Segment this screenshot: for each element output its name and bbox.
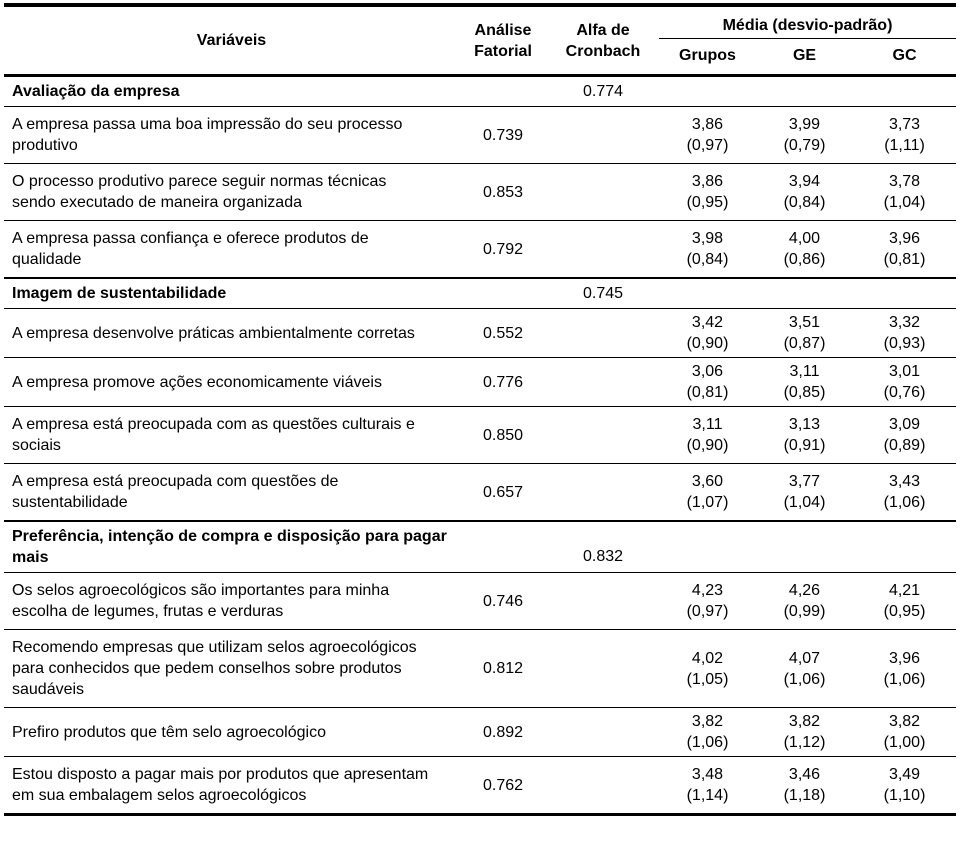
variable-cell: A empresa desenvolve práticas ambientalmente corretas — [4, 309, 459, 358]
sd-value: (1,04) — [783, 494, 826, 511]
mean-value: 4,07 — [788, 649, 821, 667]
table-row — [4, 630, 956, 708]
alpha-cell-empty — [547, 708, 659, 757]
sd-value: (0,84) — [783, 194, 826, 211]
section-title: Avaliação da empresa — [4, 76, 459, 107]
mean-cell-gc — [853, 164, 956, 221]
factor-loading-cell: 0.853 — [459, 164, 547, 221]
mean-value: 3,48 — [691, 766, 724, 783]
mean-value: 4,26 — [788, 582, 821, 599]
factor-loading-cell: 0.792 — [459, 221, 547, 279]
sd-value: (1,00) — [883, 734, 926, 751]
table-row — [4, 708, 956, 757]
sd-value: (0,81) — [883, 251, 926, 268]
variable-cell: A empresa promove ações economicamente viáveis — [4, 358, 459, 407]
sd-value: (0,81) — [686, 384, 729, 401]
sd-value: (1,18) — [783, 787, 826, 804]
factor-loading-cell: 0.657 — [459, 464, 547, 522]
section-row-avaliacao — [4, 76, 956, 107]
mean-value: 4,02 — [691, 649, 724, 667]
sd-value: (1,06) — [883, 494, 926, 511]
table-row — [4, 573, 956, 630]
variable-cell: Recomendo empresas que utilizam selos agroecológicos para conhecidos que pedem conselhos sobre produtos saudáveis — [4, 630, 459, 708]
sd-value: (0,91) — [783, 437, 826, 454]
col-header-ge: GE — [756, 39, 853, 76]
mean-cell-grupos — [659, 358, 756, 407]
variable-cell: Estou disposto a pagar mais por produtos que apresentam em sua embalagem selos agroecológicos — [4, 757, 459, 815]
section-title: Imagem de sustentabilidade — [4, 278, 459, 309]
sd-value: (0,97) — [686, 137, 729, 154]
mean-value: 3,73 — [888, 116, 921, 133]
factor-loading-cell: 0.812 — [459, 630, 547, 708]
alpha-cell-empty — [547, 164, 659, 221]
mean-value: 3,51 — [788, 314, 821, 331]
mean-value: 3,46 — [788, 766, 821, 783]
empty-cell — [459, 521, 547, 573]
mean-value: 3,01 — [888, 363, 921, 380]
sd-value: (0,95) — [686, 194, 729, 211]
mean-value: 3,82 — [888, 713, 921, 730]
mean-cell-gc — [853, 358, 956, 407]
mean-value: 3,11 — [692, 416, 723, 433]
empty-cell — [459, 76, 547, 107]
section-row-imagem — [4, 278, 956, 309]
mean-value: 3,82 — [788, 713, 821, 730]
factor-loading-cell: 0.739 — [459, 107, 547, 164]
sd-value: (1,05) — [686, 670, 729, 688]
mean-cell-gc — [853, 630, 956, 708]
table-body — [4, 76, 956, 815]
mean-cell-grupos — [659, 630, 756, 708]
mean-cell-grupos — [659, 757, 756, 815]
alpha-cell-empty — [547, 407, 659, 464]
table-row — [4, 164, 956, 221]
empty-cell — [853, 278, 956, 309]
alpha-cell-empty — [547, 630, 659, 708]
table-row — [4, 358, 956, 407]
mean-cell-ge — [756, 309, 853, 358]
mean-cell-gc — [853, 708, 956, 757]
sd-value: (0,85) — [783, 384, 826, 401]
section-title: Preferência, intenção de compra e disposição para pagar mais — [4, 521, 459, 573]
mean-cell-ge — [756, 630, 853, 708]
variable-cell: A empresa passa uma boa impressão do seu processo produtivo — [4, 107, 459, 164]
sd-value: (0,90) — [686, 437, 729, 454]
table-row — [4, 309, 956, 358]
mean-cell-grupos — [659, 407, 756, 464]
mean-cell-grupos — [659, 107, 756, 164]
factor-loading-cell: 0.762 — [459, 757, 547, 815]
mean-value: 3,82 — [691, 713, 724, 730]
empty-cell — [756, 76, 853, 107]
mean-value: 3,06 — [691, 363, 724, 380]
alpha-cell-empty — [547, 573, 659, 630]
mean-cell-grupos — [659, 708, 756, 757]
mean-cell-gc — [853, 573, 956, 630]
mean-cell-grupos — [659, 464, 756, 522]
mean-cell-ge — [756, 708, 853, 757]
col-header-mean-sd: Média (desvio-padrão) — [659, 5, 956, 39]
sd-value: (1,06) — [783, 670, 826, 688]
sd-value: (0,97) — [686, 603, 729, 620]
factor-loading-cell: 0.892 — [459, 708, 547, 757]
sd-value: (1,07) — [686, 494, 729, 511]
mean-value: 3,49 — [888, 766, 921, 783]
mean-cell-ge — [756, 221, 853, 279]
alpha-cell-empty — [547, 358, 659, 407]
sd-value: (1,14) — [686, 787, 729, 804]
sd-value: (1,11) — [884, 137, 925, 154]
mean-value: 3,32 — [888, 314, 921, 331]
alpha-cell-empty — [547, 757, 659, 815]
mean-value: 3,96 — [888, 649, 921, 667]
mean-cell-grupos — [659, 573, 756, 630]
sd-value: (1,06) — [883, 670, 926, 688]
col-header-cronbach-alpha: Alfa de Cronbach — [547, 5, 659, 76]
empty-cell — [853, 521, 956, 573]
empty-cell — [659, 278, 756, 309]
table-row — [4, 221, 956, 279]
mean-value: 3,42 — [691, 314, 724, 331]
empty-cell — [756, 521, 853, 573]
sd-value: (1,04) — [883, 194, 926, 211]
factor-loading-cell: 0.776 — [459, 358, 547, 407]
mean-cell-ge — [756, 107, 853, 164]
mean-value: 3,98 — [691, 230, 724, 247]
mean-value: 4,00 — [788, 230, 821, 247]
alpha-cell-empty — [547, 309, 659, 358]
variable-cell: O processo produtivo parece seguir normas técnicas sendo executado de maneira organizada — [4, 164, 459, 221]
mean-value: 3,99 — [788, 116, 821, 133]
col-header-variables: Variáveis — [4, 5, 459, 76]
sd-value: (0,84) — [686, 251, 729, 268]
mean-cell-gc — [853, 407, 956, 464]
table-row — [4, 407, 956, 464]
variable-cell: A empresa está preocupada com questões de sustentabilidade — [4, 464, 459, 522]
mean-cell-ge — [756, 757, 853, 815]
factor-loading-cell: 0.746 — [459, 573, 547, 630]
table-row — [4, 464, 956, 522]
mean-cell-ge — [756, 164, 853, 221]
empty-cell — [659, 521, 756, 573]
variable-cell: A empresa está preocupada com as questões culturais e sociais — [4, 407, 459, 464]
factor-loading-cell: 0.850 — [459, 407, 547, 464]
mean-cell-grupos — [659, 309, 756, 358]
mean-cell-grupos — [659, 164, 756, 221]
sd-value: (0,76) — [883, 384, 926, 401]
alpha-cell-empty — [547, 221, 659, 279]
results-table — [4, 3, 956, 816]
sd-value: (0,89) — [883, 437, 926, 454]
cronbach-alpha-value: 0.832 — [547, 521, 659, 573]
mean-value: 4,21 — [888, 582, 921, 599]
mean-cell-ge — [756, 573, 853, 630]
mean-value: 3,94 — [788, 173, 821, 190]
sd-value: (0,79) — [783, 137, 826, 154]
empty-cell — [853, 76, 956, 107]
empty-cell — [459, 278, 547, 309]
sd-value: (0,90) — [686, 335, 729, 352]
variable-cell: A empresa passa confiança e oferece produtos de qualidade — [4, 221, 459, 279]
empty-cell — [756, 278, 853, 309]
empty-cell — [659, 76, 756, 107]
mean-cell-gc — [853, 757, 956, 815]
table-row — [4, 757, 956, 815]
cronbach-alpha-value: 0.774 — [547, 76, 659, 107]
variable-cell: Prefiro produtos que têm selo agroecológico — [4, 708, 459, 757]
mean-value: 3,13 — [788, 416, 821, 433]
mean-cell-grupos — [659, 221, 756, 279]
col-header-gc: GC — [853, 39, 956, 76]
sd-value: (1,12) — [783, 734, 826, 751]
mean-value: 3,86 — [691, 116, 724, 133]
variable-cell: Os selos agroecológicos são importantes para minha escolha de legumes, frutas e verduras — [4, 573, 459, 630]
mean-cell-ge — [756, 358, 853, 407]
mean-value: 3,77 — [788, 473, 821, 490]
sd-value: (0,86) — [783, 251, 826, 268]
alpha-cell-empty — [547, 464, 659, 522]
header-row-main — [4, 5, 956, 39]
mean-value: 3,43 — [888, 473, 921, 490]
cronbach-alpha-value: 0.745 — [547, 278, 659, 309]
sd-value: (0,95) — [883, 603, 926, 620]
sd-value: (0,93) — [883, 335, 926, 352]
col-header-factor-analysis: Análise Fatorial — [459, 5, 547, 76]
mean-value: 3,11 — [789, 363, 820, 380]
col-header-grupos: Grupos — [659, 39, 756, 76]
mean-value: 4,23 — [691, 582, 724, 599]
mean-value: 3,96 — [888, 230, 921, 247]
mean-cell-ge — [756, 464, 853, 522]
mean-cell-ge — [756, 407, 853, 464]
table-row — [4, 107, 956, 164]
sd-value: (1,06) — [686, 734, 729, 751]
mean-value: 3,78 — [888, 173, 921, 190]
mean-value: 3,86 — [691, 173, 724, 190]
table-header — [4, 5, 956, 76]
mean-value: 3,09 — [888, 416, 921, 433]
mean-cell-gc — [853, 309, 956, 358]
mean-cell-gc — [853, 464, 956, 522]
alpha-cell-empty — [547, 107, 659, 164]
mean-cell-gc — [853, 107, 956, 164]
mean-cell-gc — [853, 221, 956, 279]
sd-value: (0,99) — [783, 603, 826, 620]
factor-loading-cell: 0.552 — [459, 309, 547, 358]
sd-value: (0,87) — [783, 335, 826, 352]
mean-value: 3,60 — [691, 473, 724, 490]
section-row-preferencia — [4, 521, 956, 573]
sd-value: (1,10) — [883, 787, 926, 804]
